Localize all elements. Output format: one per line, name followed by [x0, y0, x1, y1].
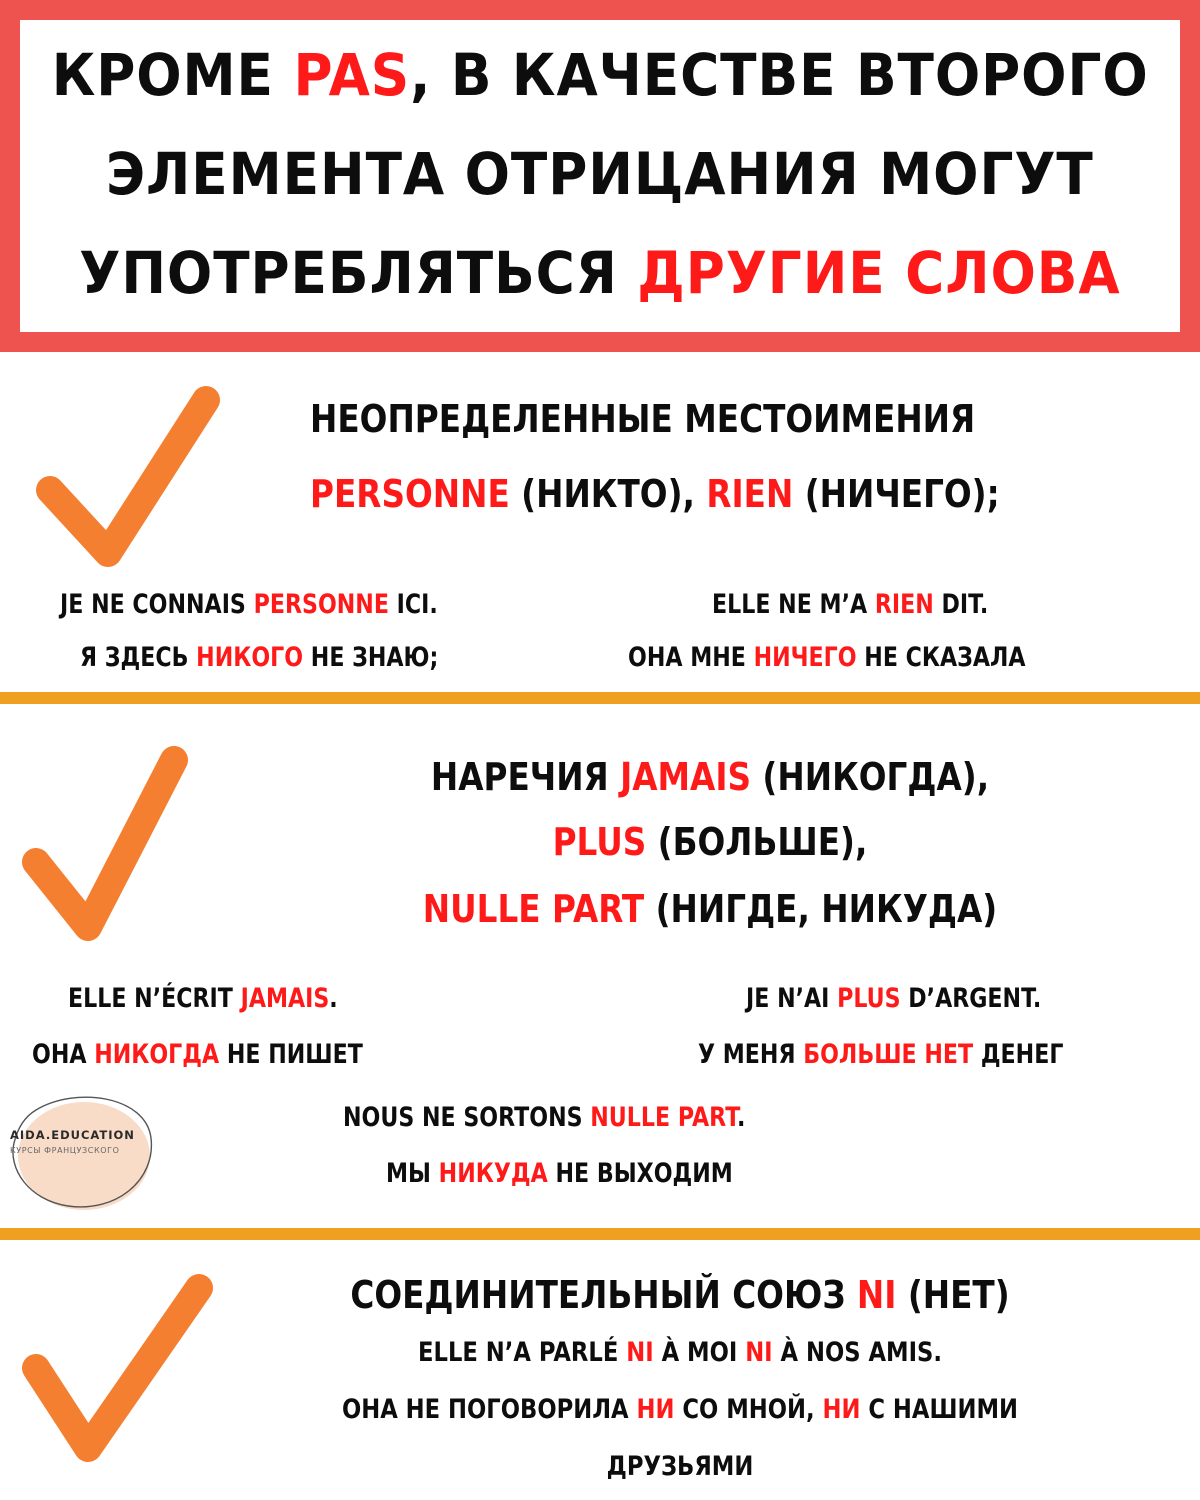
- highlight-text: НИ: [822, 1394, 861, 1425]
- highlight-text: НИ: [636, 1394, 675, 1425]
- check-mark-icon: [14, 1268, 214, 1468]
- highlight-text: NI: [745, 1337, 773, 1368]
- example-ru: [32, 1041, 363, 1068]
- header-box: [20, 20, 1180, 332]
- highlight-text: JAMAIS: [240, 983, 330, 1014]
- text-run: JE N’AI: [746, 983, 838, 1014]
- text-run: НАРЕЧИЯ: [430, 755, 621, 799]
- highlight-text: НИКОГО: [196, 642, 304, 673]
- text-run: ОНА МНЕ: [628, 642, 754, 673]
- text-run: НЕ СКАЗАЛА: [856, 642, 1026, 673]
- highlight-text: НИЧЕГО: [753, 642, 857, 673]
- section-2-title-line-1: [357, 755, 1062, 799]
- text-run: À NOS AMIS.: [772, 1337, 942, 1368]
- text-run: (БОЛЬШЕ),: [646, 820, 868, 864]
- text-run: D’ARGENT.: [900, 983, 1042, 1014]
- text-run: ЭЛЕМЕНТА ОТРИЦАНИЯ МОГУТ: [106, 139, 1094, 208]
- text-run: (НЕТ): [896, 1273, 1010, 1317]
- highlight-text: NI: [626, 1337, 654, 1368]
- highlight-text: PERSONNE: [310, 472, 510, 516]
- highlight-text: НИКУДА: [438, 1158, 548, 1189]
- header-line: [106, 139, 1094, 208]
- header-line: [79, 238, 1121, 307]
- text-run: МЫ: [386, 1158, 439, 1189]
- text-run: ICI.: [388, 589, 438, 620]
- header-frame: [0, 0, 1200, 352]
- highlight-text: PLUS: [552, 820, 647, 864]
- text-run: À MOI: [653, 1337, 746, 1368]
- text-run: НЕ ЗНАЮ;: [303, 642, 439, 673]
- text-run: УПОТРЕБЛЯТЬСЯ: [79, 238, 638, 307]
- text-run: .: [329, 983, 338, 1014]
- logo-name: AIDA.EDUCATION: [10, 1128, 135, 1142]
- check-mark-icon: [28, 378, 228, 578]
- example-fr: [310, 1339, 1049, 1366]
- text-run: .: [736, 1102, 746, 1133]
- highlight-text: PAS: [293, 41, 410, 110]
- example-ru-continuation: [310, 1453, 1049, 1480]
- example-ru: [80, 644, 438, 671]
- example-ru: [310, 1396, 1049, 1423]
- highlight-text: JAMAIS: [620, 755, 752, 799]
- text-run: ОНА НЕ ПОГОВОРИЛА: [341, 1394, 637, 1425]
- text-run: НЕ ПИШЕТ: [219, 1039, 363, 1070]
- example-ru: [386, 1160, 733, 1187]
- text-run: СО МНОЙ,: [674, 1394, 823, 1425]
- highlight-text: NULLE PART: [422, 887, 645, 931]
- text-run: DIT.: [933, 589, 989, 620]
- example-fr: [343, 1104, 745, 1131]
- section-divider: [0, 692, 1200, 704]
- section-1-title-line-2: [310, 472, 1000, 516]
- example-ru: [698, 1041, 1063, 1068]
- text-run: (НИКОГДА),: [751, 755, 990, 799]
- example-fr: [712, 591, 988, 618]
- text-run: (НИГДЕ, НИКУДА): [644, 887, 998, 931]
- section-divider: [0, 1228, 1200, 1240]
- example-fr: [68, 985, 338, 1012]
- text-run: ОНА: [32, 1039, 95, 1070]
- text-run: НЕ ВЫХОДИМ: [547, 1158, 733, 1189]
- text-run: ELLE NE M’A: [712, 589, 875, 620]
- text-run: JE NE CONNAIS: [60, 589, 254, 620]
- text-run: NOUS NE SORTONS: [343, 1102, 591, 1133]
- highlight-text: НИКОГДА: [94, 1039, 220, 1070]
- highlight-text: RIEN: [874, 589, 934, 620]
- highlight-text: БОЛЬШЕ НЕТ: [803, 1039, 974, 1070]
- text-run: ДРУЗЬЯМИ: [606, 1451, 754, 1482]
- text-run: Я ЗДЕСЬ: [80, 642, 197, 673]
- text-run: С НАШИМИ: [860, 1394, 1019, 1425]
- text-run: ELLE N’A PARLÉ: [417, 1337, 627, 1368]
- logo-subtitle: КУРСЫ ФРАНЦУЗСКОГО: [10, 1146, 120, 1155]
- text-run: У МЕНЯ: [698, 1039, 804, 1070]
- text-run: КРОМЕ: [51, 41, 294, 110]
- section-3-title: [302, 1273, 1059, 1317]
- text-run: ELLE N’ÉCRIT: [68, 983, 241, 1014]
- section-2-title-line-2: [357, 820, 1062, 864]
- text-run: ДЕНЕГ: [973, 1039, 1064, 1070]
- text-run: (НИКТО),: [509, 472, 707, 516]
- highlight-text: RIEN: [706, 472, 794, 516]
- highlight-text: ДРУГИЕ СЛОВА: [637, 238, 1121, 307]
- highlight-text: PERSONNE: [253, 589, 389, 620]
- highlight-text: NI: [856, 1273, 897, 1317]
- example-fr: [746, 985, 1041, 1012]
- text-run: НЕОПРЕДЕЛЕННЫЕ МЕСТОИМЕНИЯ: [310, 397, 976, 441]
- text-run: СОЕДИНИТЕЛЬНЫЙ СОЮЗ: [350, 1273, 857, 1317]
- text-run: (НИЧЕГО);: [793, 472, 1000, 516]
- example-ru: [628, 644, 1026, 671]
- check-mark-icon: [14, 742, 214, 942]
- section-1-title-line-1: [310, 397, 976, 441]
- highlight-text: PLUS: [837, 983, 901, 1014]
- section-2-title-line-3: [357, 887, 1062, 931]
- header-line: [51, 41, 1149, 110]
- example-fr: [60, 591, 438, 618]
- highlight-text: NULLE PART: [590, 1102, 737, 1133]
- text-run: , В КАЧЕСТВЕ ВТОРОГО: [409, 41, 1149, 110]
